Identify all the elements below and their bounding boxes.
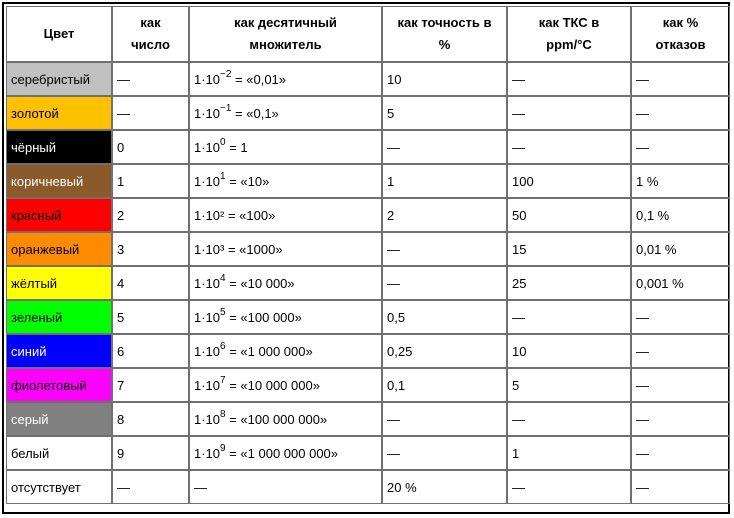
multiplier-base: 1·10 xyxy=(194,173,221,189)
header-failure xyxy=(631,6,730,62)
multiplier-value: = «1 000 000» xyxy=(225,343,313,359)
table-row xyxy=(6,266,730,300)
failure-cell: 1 % xyxy=(631,164,730,198)
failure-cell: — xyxy=(631,470,730,504)
multiplier-cell xyxy=(189,266,382,300)
table-row xyxy=(6,96,730,130)
tks-cell: 5 xyxy=(507,368,631,402)
number-cell: 4 xyxy=(112,266,189,300)
color-name-cell: жёлтый xyxy=(6,266,112,300)
header-line: ppm/°C xyxy=(546,37,592,52)
color-name-cell: отсутствует xyxy=(6,470,112,504)
table-row xyxy=(6,334,730,368)
failure-cell: — xyxy=(631,368,730,402)
failure-cell: — xyxy=(631,130,730,164)
color-name-cell: красный xyxy=(6,198,112,232)
table-frame xyxy=(2,2,730,514)
precision-cell: 5 xyxy=(382,96,507,130)
multiplier-exponent: −2 xyxy=(220,68,232,80)
multiplier-value: = «10» xyxy=(225,173,270,189)
precision-cell: 0,1 xyxy=(382,368,507,402)
color-name-cell: синий xyxy=(6,334,112,368)
multiplier-cell xyxy=(189,334,382,368)
table-row xyxy=(6,130,730,164)
multiplier-value: = «10 000 000» xyxy=(225,377,320,393)
precision-cell: 0,25 xyxy=(382,334,507,368)
header-color xyxy=(6,6,112,62)
header-line: как ТКС в xyxy=(538,15,600,30)
header-line: как % xyxy=(662,15,699,30)
multiplier-value: = «10 000» xyxy=(225,275,295,291)
table-row xyxy=(6,402,730,436)
multiplier-base: 1·10 xyxy=(194,275,221,291)
multiplier-cell xyxy=(189,232,382,266)
precision-cell: — xyxy=(382,232,507,266)
failure-cell: — xyxy=(631,436,730,470)
multiplier-value: = 1 xyxy=(225,139,248,155)
tks-cell: 15 xyxy=(507,232,631,266)
precision-cell: — xyxy=(382,130,507,164)
multiplier-exponent: 9 xyxy=(220,442,226,454)
multiplier-base: 1·10 xyxy=(194,411,221,427)
multiplier-cell xyxy=(189,368,382,402)
tks-cell: — xyxy=(507,130,631,164)
multiplier-exponent: 6 xyxy=(220,340,226,352)
multiplier-base: 1·10 xyxy=(194,139,221,155)
multiplier-base: 1·10 xyxy=(194,343,221,359)
header-row xyxy=(6,6,730,62)
failure-cell: — xyxy=(631,62,730,96)
multiplier-base: 1·10² = «100» xyxy=(194,207,276,223)
multiplier-value: = «0,1» xyxy=(231,105,279,121)
tks-cell: — xyxy=(507,62,631,96)
color-name-cell: серый xyxy=(6,402,112,436)
number-cell: 0 xyxy=(112,130,189,164)
multiplier-base: — xyxy=(194,479,207,495)
table-row xyxy=(6,470,730,504)
tks-cell: — xyxy=(507,470,631,504)
header-line: как десятичный xyxy=(234,15,337,30)
multiplier-cell xyxy=(189,470,382,504)
multiplier-cell xyxy=(189,198,382,232)
tks-cell: — xyxy=(507,402,631,436)
multiplier-exponent: 1 xyxy=(220,170,226,182)
failure-cell: 0,001 % xyxy=(631,266,730,300)
multiplier-exponent: 5 xyxy=(220,306,226,318)
multiplier-exponent: −1 xyxy=(220,102,232,114)
failure-cell: — xyxy=(631,402,730,436)
failure-cell: 0,1 % xyxy=(631,198,730,232)
multiplier-value: = «0,01» xyxy=(231,71,287,87)
header-line: число xyxy=(131,37,170,52)
precision-cell: — xyxy=(382,436,507,470)
number-cell: 7 xyxy=(112,368,189,402)
multiplier-cell xyxy=(189,436,382,470)
number-cell: 3 xyxy=(112,232,189,266)
multiplier-cell xyxy=(189,402,382,436)
multiplier-exponent: 7 xyxy=(220,374,226,386)
table-row xyxy=(6,436,730,470)
header-multiplier xyxy=(189,6,382,62)
number-cell: 5 xyxy=(112,300,189,334)
color-name-cell: оранжевый xyxy=(6,232,112,266)
precision-cell: — xyxy=(382,402,507,436)
precision-cell: 20 % xyxy=(382,470,507,504)
color-name-cell: фиолетовый xyxy=(6,368,112,402)
precision-cell: 2 xyxy=(382,198,507,232)
color-name-cell: серебристый xyxy=(6,62,112,96)
header-tks xyxy=(507,6,631,62)
header-number xyxy=(112,6,189,62)
header-line: как xyxy=(140,15,161,30)
failure-cell: — xyxy=(631,96,730,130)
header-line: как точность в xyxy=(397,15,492,30)
color-name-cell: зеленый xyxy=(6,300,112,334)
tks-cell: 10 xyxy=(507,334,631,368)
color-name-cell: золотой xyxy=(6,96,112,130)
color-name-cell: чёрный xyxy=(6,130,112,164)
precision-cell: — xyxy=(382,266,507,300)
header-line: множитель xyxy=(249,37,322,52)
multiplier-base: 1·10 xyxy=(194,445,221,461)
table-row xyxy=(6,198,730,232)
table-row xyxy=(6,62,730,96)
multiplier-cell xyxy=(189,130,382,164)
table-header xyxy=(6,6,730,62)
tks-cell: — xyxy=(507,300,631,334)
number-cell: — xyxy=(112,96,189,130)
number-cell: 2 xyxy=(112,198,189,232)
multiplier-cell xyxy=(189,300,382,334)
number-cell: 6 xyxy=(112,334,189,368)
multiplier-base: 1·10 xyxy=(194,309,221,325)
failure-cell: — xyxy=(631,300,730,334)
header-line: % xyxy=(438,37,451,52)
failure-cell: 0,01 % xyxy=(631,232,730,266)
table-body xyxy=(6,62,730,504)
multiplier-base: 1·10 xyxy=(194,71,221,87)
precision-cell: 10 xyxy=(382,62,507,96)
multiplier-exponent: 4 xyxy=(220,272,226,284)
color-name-cell: белый xyxy=(6,436,112,470)
multiplier-cell xyxy=(189,96,382,130)
header-precision xyxy=(382,6,507,62)
header-line: отказов xyxy=(655,37,706,52)
number-cell: — xyxy=(112,62,189,96)
multiplier-exponent: 0 xyxy=(220,136,226,148)
precision-cell: 1 xyxy=(382,164,507,198)
multiplier-value: = «100 000 000» xyxy=(225,411,328,427)
table-row xyxy=(6,300,730,334)
multiplier-base: 1·10³ = «1000» xyxy=(194,241,283,257)
precision-cell: 0,5 xyxy=(382,300,507,334)
number-cell: 8 xyxy=(112,402,189,436)
color-name-cell: коричневый xyxy=(6,164,112,198)
multiplier-cell xyxy=(189,164,382,198)
multiplier-value: = «100 000» xyxy=(225,309,302,325)
multiplier-exponent: 8 xyxy=(220,408,226,420)
table-row xyxy=(6,164,730,198)
tks-cell: — xyxy=(507,96,631,130)
tks-cell: 25 xyxy=(507,266,631,300)
tks-cell: 100 xyxy=(507,164,631,198)
number-cell: 1 xyxy=(112,164,189,198)
table-row xyxy=(6,368,730,402)
tks-cell: 1 xyxy=(507,436,631,470)
failure-cell: — xyxy=(631,334,730,368)
tks-cell: 50 xyxy=(507,198,631,232)
color-code-table xyxy=(6,6,730,504)
multiplier-cell xyxy=(189,62,382,96)
table-row xyxy=(6,232,730,266)
header-line: Цвет xyxy=(43,26,75,41)
multiplier-base: 1·10 xyxy=(194,105,221,121)
multiplier-base: 1·10 xyxy=(194,377,221,393)
number-cell: 9 xyxy=(112,436,189,470)
multiplier-value: = «1 000 000 000» xyxy=(225,445,339,461)
number-cell: — xyxy=(112,470,189,504)
